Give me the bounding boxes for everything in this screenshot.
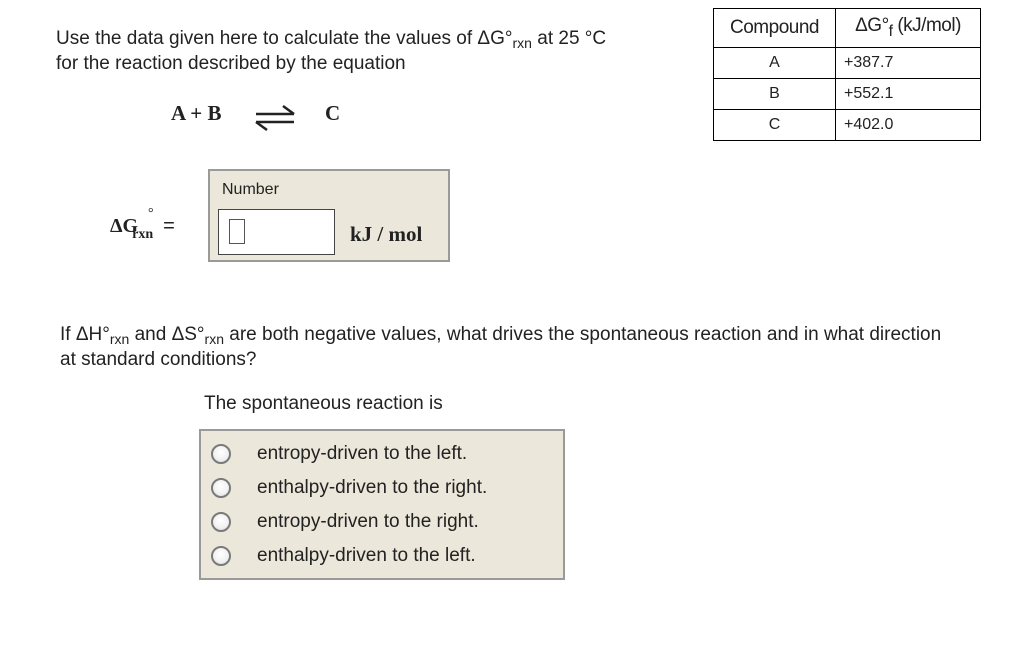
- question-2-part3: are both negative values, what drives the spontaneous reaction and in what direction at standard conditions?: [60, 324, 942, 370]
- delta-g-symbol: ΔG: [110, 215, 139, 237]
- compound-cell: C: [714, 110, 836, 141]
- option-entropy-right[interactable]: [211, 508, 479, 536]
- value-cell: +552.1: [836, 79, 981, 110]
- equals-sign: =: [163, 215, 175, 237]
- header-free-energy-main: ΔG°: [855, 15, 889, 37]
- option-label: enthalpy-driven to the left.: [257, 545, 476, 566]
- radio-button-icon[interactable]: [211, 478, 231, 498]
- question-1-line1-end: at 25 °C: [531, 28, 607, 49]
- degree-symbol: °: [148, 206, 154, 221]
- option-label: entropy-driven to the left.: [257, 443, 468, 464]
- question-2-part1: If ΔH°: [60, 324, 110, 345]
- spontaneous-prompt: The spontaneous reaction is: [204, 393, 443, 414]
- option-label: entropy-driven to the right.: [257, 511, 479, 532]
- question-2-sub2: rxn: [204, 331, 224, 347]
- option-label: enthalpy-driven to the right.: [257, 477, 488, 498]
- header-free-energy-unit: (kJ/mol): [892, 15, 961, 37]
- equilibrium-arrows-icon: [252, 104, 298, 132]
- option-enthalpy-left[interactable]: [211, 542, 476, 570]
- equation-product: C: [325, 101, 341, 125]
- table-row: [714, 79, 981, 110]
- table-row: [714, 110, 981, 141]
- unit-label: kJ / mol: [350, 222, 423, 246]
- question-2-part2: and ΔS°: [129, 324, 205, 345]
- radio-button-icon[interactable]: [211, 546, 231, 566]
- radio-button-icon[interactable]: [211, 512, 231, 532]
- radio-button-icon[interactable]: [211, 444, 231, 464]
- option-enthalpy-right[interactable]: [211, 474, 487, 502]
- answer-panel: [208, 169, 450, 262]
- delta-g-rxn-label: [110, 206, 175, 242]
- question-1-rxn-subscript: rxn: [512, 35, 532, 51]
- question-2-sub1: rxn: [109, 331, 130, 347]
- compound-cell: B: [714, 79, 836, 110]
- header-free-energy-sub: f: [888, 22, 893, 40]
- free-energy-table: [713, 8, 981, 141]
- table-row: [714, 48, 981, 79]
- value-cell: +387.7: [836, 48, 981, 79]
- table-header-row: [714, 9, 981, 48]
- header-free-energy: [836, 9, 981, 48]
- question-1-line2: for the reaction described by the equation: [56, 53, 406, 74]
- compound-cell: A: [714, 48, 836, 79]
- question-1-text: [56, 26, 696, 76]
- option-entropy-left[interactable]: [211, 440, 467, 468]
- question-1-line1-start: Use the data given here to calculate the values of ΔG°: [56, 28, 513, 49]
- rxn-subscript: rxn: [132, 227, 154, 242]
- equation-reactants: A + B: [171, 101, 222, 125]
- value-cell: +402.0: [836, 110, 981, 141]
- options-panel: [199, 429, 565, 580]
- text-cursor-icon: [229, 219, 245, 244]
- header-compound: Compound: [714, 9, 836, 48]
- question-2-text: [60, 322, 960, 372]
- number-field-label: Number: [222, 181, 279, 198]
